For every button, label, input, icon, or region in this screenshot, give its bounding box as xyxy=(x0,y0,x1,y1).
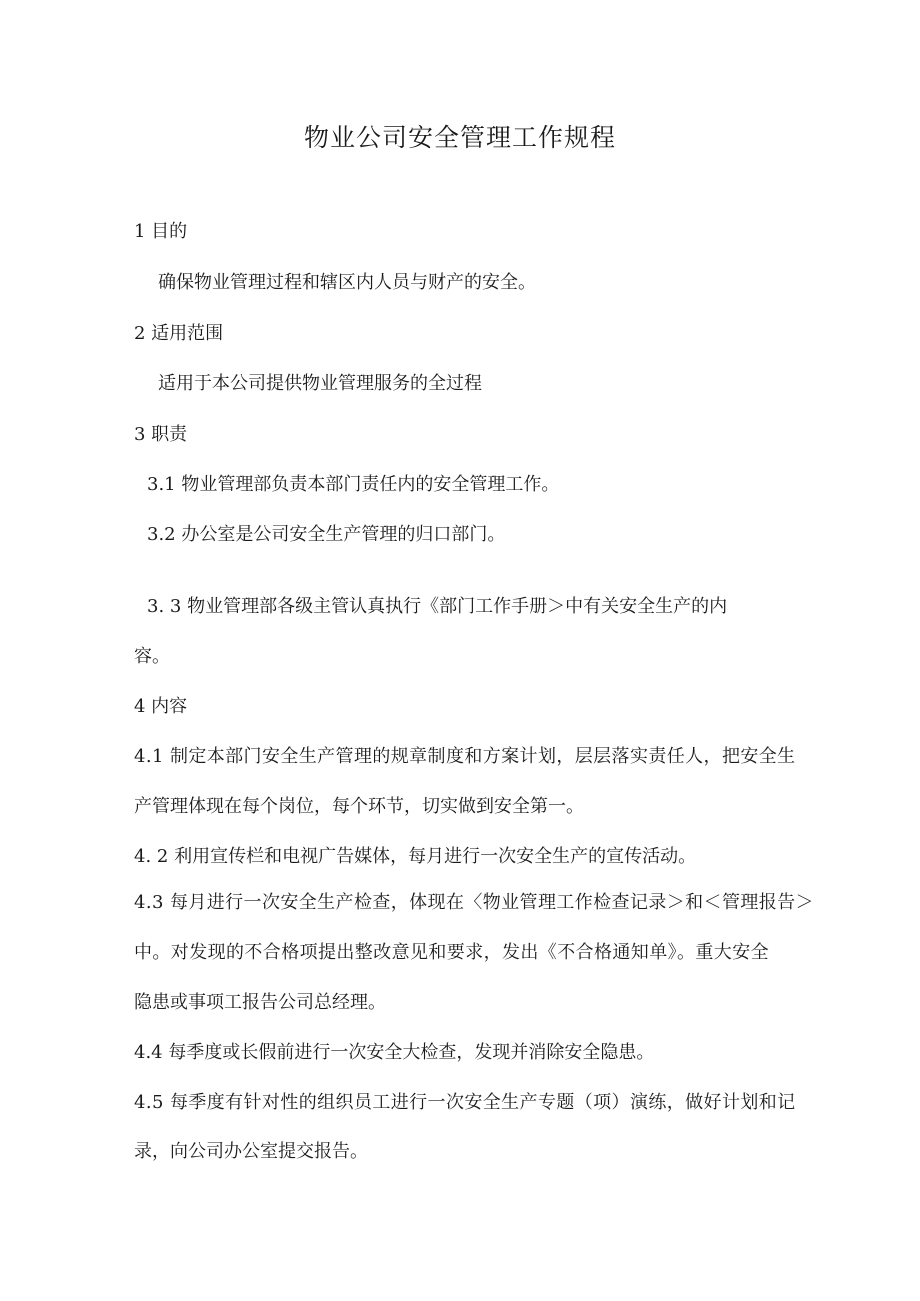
section-2-text: 适用于本公司提供物业管理服务的全过程 xyxy=(158,373,482,394)
item-3-3-line-2: 容。 xyxy=(134,646,170,667)
item-4-2: 4. 2 利用宣传栏和电视广告媒体，每月进行一次安全生产的宣传活动。 xyxy=(134,846,697,867)
item-4-4: 4.4 每季度或长假前进行一次安全大检查，发现并消除安全隐患。 xyxy=(134,1042,655,1063)
section-1-text: 确保物业管理过程和辖区内人员与财产的安全。 xyxy=(158,272,536,293)
section-1-heading: 1 目的 xyxy=(134,221,188,242)
item-4-5-line-2: 录，向公司办公室提交报告。 xyxy=(134,1141,368,1162)
item-4-3-line-3: 隐患或事项工报告公司总经理。 xyxy=(134,992,386,1013)
section-2-heading: 2 适用范围 xyxy=(134,323,224,344)
item-3-2: 3.2 办公室是公司安全生产管理的归口部门。 xyxy=(147,524,506,545)
document-title: 物业公司安全管理工作规程 xyxy=(303,123,616,152)
section-3-heading: 3 职责 xyxy=(134,424,188,445)
item-3-3-line-1: 3. 3 物业管理部各级主管认真执行《部门工作手册＞中有关安全生产的内 xyxy=(147,596,728,617)
item-4-3-line-1: 4.3 每月进行一次安全生产检查，体现在〈物业管理工作检查记录＞和＜管理报告＞ xyxy=(134,892,814,913)
item-4-1-line-1: 4.1 制定本部门安全生产管理的规章制度和方案计划，层层落实责任人，把安全生 xyxy=(134,746,796,767)
item-4-5-line-1: 4.5 每季度有针对性的组织员工进行一次安全生产专题（项）演练，做好计划和记 xyxy=(134,1092,796,1113)
section-4-heading: 4 内容 xyxy=(134,696,188,717)
item-3-1: 3.1 物业管理部负责本部门责任内的安全管理工作。 xyxy=(147,474,560,495)
item-4-1-line-2: 产管理体现在每个岗位，每个环节，切实做到安全第一。 xyxy=(134,796,584,817)
item-4-3-line-2: 中。对发现的不合格项提出整改意见和要求，发出《不合格通知单》。重大安全 xyxy=(134,942,769,963)
